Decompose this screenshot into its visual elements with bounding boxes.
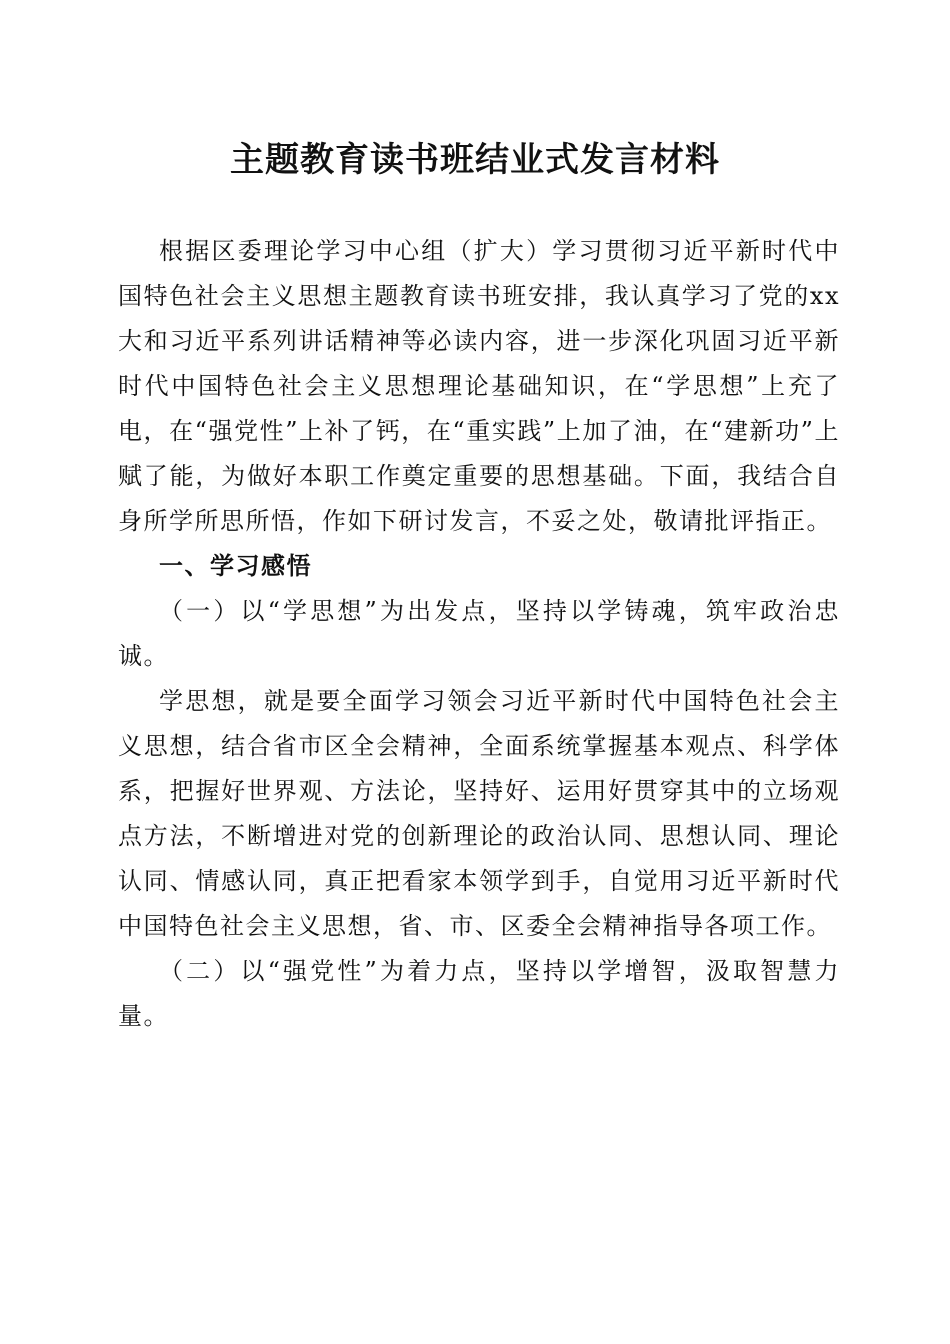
subsection-heading-1: （一）以“学思想”为出发点，坚持以学铸魂，筑牢政治忠诚。 [118,597,840,670]
section-heading-1: 一、学习感悟 [159,552,312,580]
subsection-body-1: 学思想，就是要全面学习领会习近平新时代中国特色社会主义思想，结合省市区全会精神，全面系统掌握基本观点、科学体系，把握好世界观、方法论，坚持好、运用好贯穿其中的立场观点方法，不断增进对党的创新理论的政治认同、思想认同、理论认同、情感认同，真正把看家本领学到手，自觉用习近平新时代中国特色社会主义思想，省、市、区委全会精神指导各项工作。 [118,687,840,940]
intro-paragraph: 根据区委理论学习中心组（扩大）学习贯彻习近平新时代中国特色社会主义思想主题教育读书班安排，我认真学习了党的xx大和习近平系列讲话精神等必读内容，进一步深化巩固习近平新时代中国特色社会主义思想理论基础知识，在“学思想”上充了电，在“强党性”上补了钙，在“重实践”上加了油，在“建新功”上赋了能，为做好本职工作奠定重要的思想基础。下面，我结合自身所学所思所悟，作如下研讨发言，不妥之处，敬请批评指正。 [118,237,840,535]
document-title: 主题教育读书班结业式发言材料 [230,140,720,180]
subsection-heading-2: （二）以“强党性”为着力点，坚持以学增智，汲取智慧力量。 [118,957,840,1030]
document-body [118,229,840,1039]
